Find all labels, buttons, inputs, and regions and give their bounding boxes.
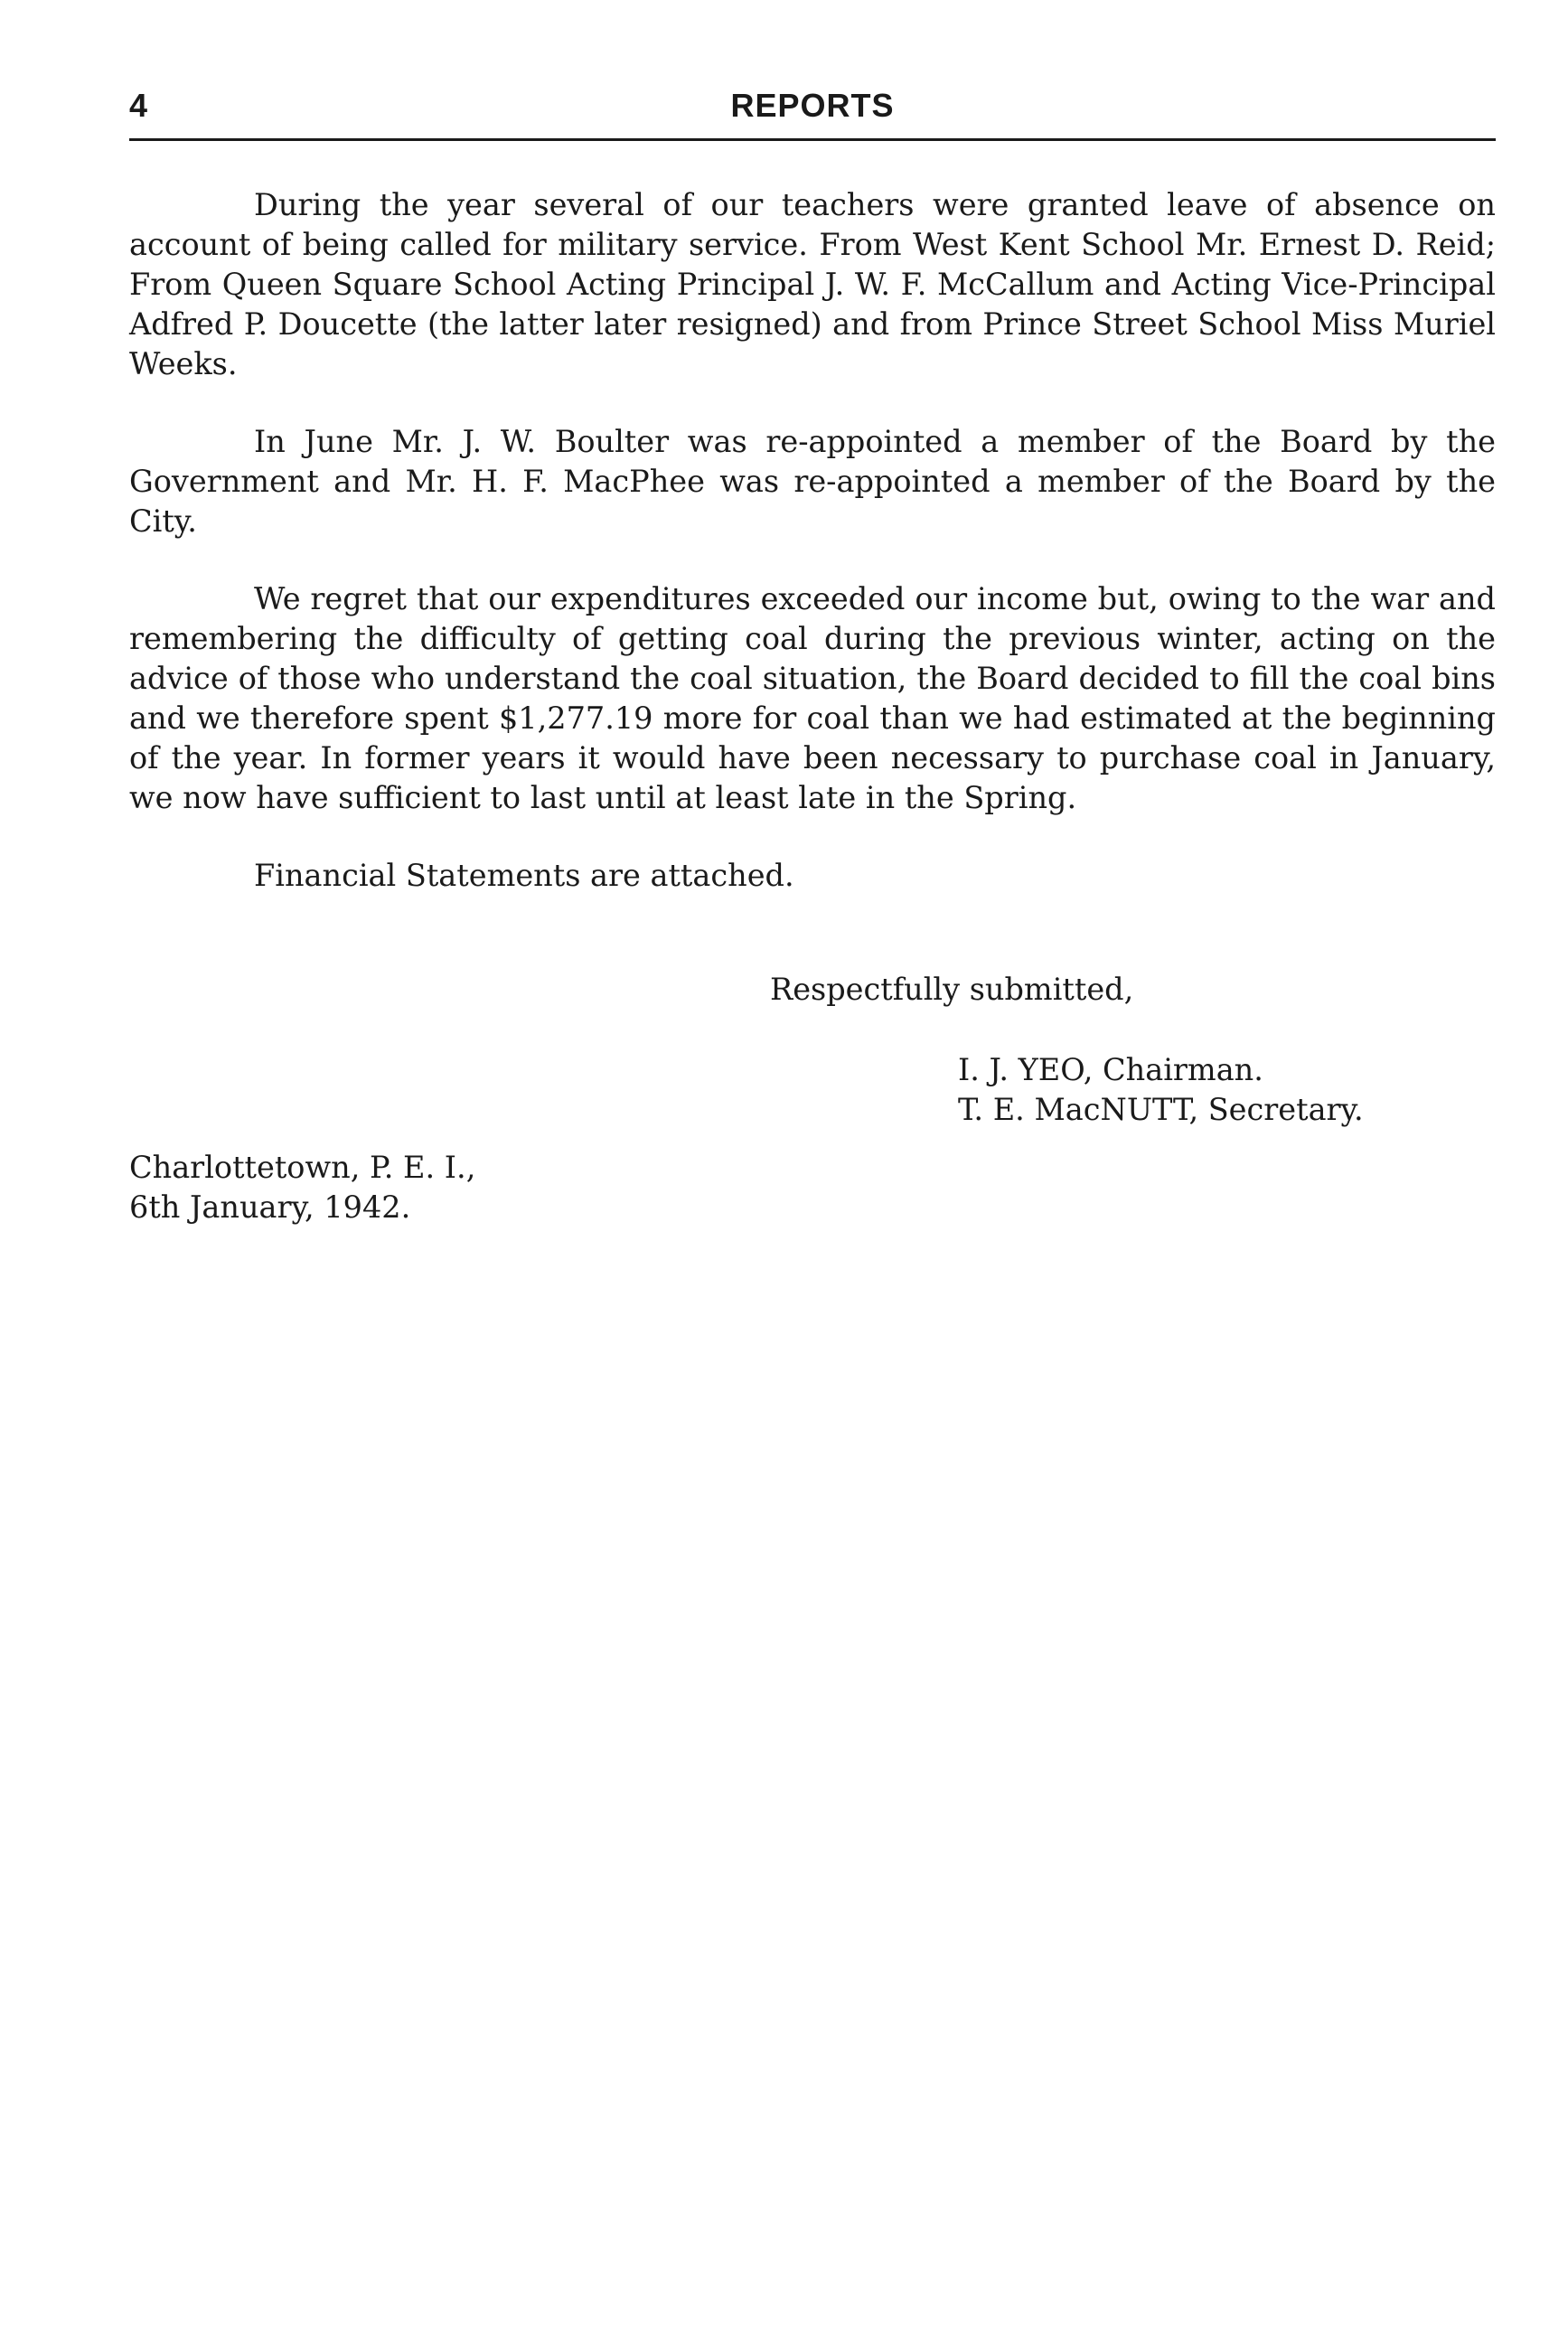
paragraph-expenditures: We regret that our expenditures exceeded our income but, owing to the war and remembering the difficulty of getting coal during the previous winter, acting on the advice of those who understand the coal situation, the Board decided to fill the coal bins and we therefore spent $1,277.19 more for coal than we had estimated at the beginning of the year. In former years it would have been necessary to purchase coal in January, we now have sufficient to last until at least late in the Spring. xyxy=(129,581,1496,815)
signature-block xyxy=(958,1050,1364,1130)
running-head-title: REPORTS xyxy=(730,87,895,124)
page-number: 4 xyxy=(129,87,148,124)
signatory-chairman: I. J. YEO, Chairman. xyxy=(958,1052,1263,1087)
report-body xyxy=(129,185,1496,934)
paragraph-board-appointments: In June Mr. J. W. Boulter was re-appointed a member of the Board by the Government and Mr. H. F. MacPhee was re-appointed a member of the Board by the City. xyxy=(129,424,1496,539)
paragraph-leave-of-absence: During the year several of our teachers were granted leave of absence on account of being called for military service. From West Kent School Mr. Ernest D. Reid; From Queen Square School Acting Principal J. W. F. McCallum and Acting Vice-Principal Adfred P. Doucette (the latter later resigned) and from Prince Street School Miss Muriel Weeks. xyxy=(129,187,1496,381)
date: 6th January, 1942. xyxy=(129,1189,411,1225)
place: Charlottetown, P. E. I., xyxy=(129,1150,476,1185)
page-header xyxy=(129,86,1496,131)
closing-salutation: Respectfully submitted, xyxy=(770,972,1134,1007)
signatory-secretary: T. E. MacNUTT, Secretary. xyxy=(958,1092,1364,1127)
header-rule xyxy=(129,138,1496,141)
paragraph-financial-statements: Financial Statements are attached. xyxy=(254,858,794,893)
place-date-block xyxy=(129,1148,475,1227)
